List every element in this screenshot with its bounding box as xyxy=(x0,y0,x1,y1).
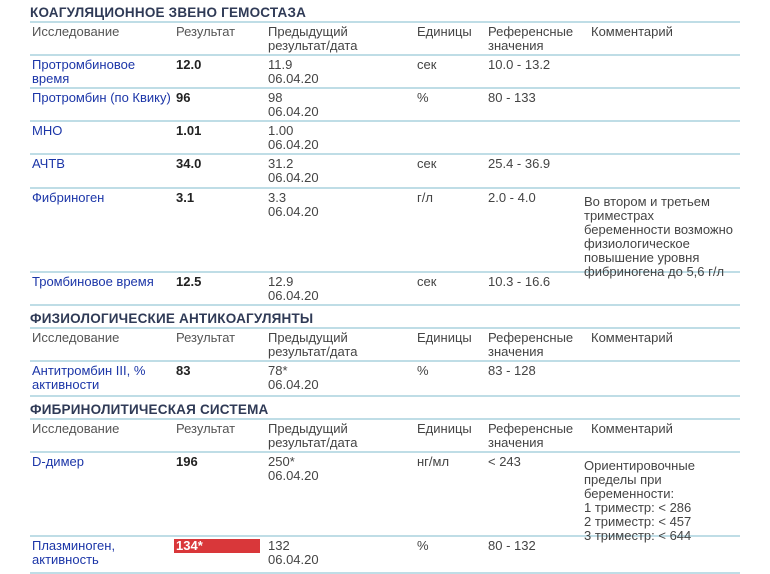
previous-date: 06.04.20 xyxy=(268,170,319,185)
reference-range: 25.4 - 36.9 xyxy=(488,156,551,171)
reference-range: < 243 xyxy=(488,454,521,469)
header-comment: Комментарий xyxy=(591,24,673,39)
result-value: 83 xyxy=(176,363,191,378)
previous-value: 12.9 xyxy=(268,274,294,289)
units: % xyxy=(417,90,429,105)
header-units: Единицы xyxy=(417,421,472,436)
table-row xyxy=(30,273,740,306)
previous-result xyxy=(268,364,408,392)
previous-result xyxy=(268,58,408,86)
test-name: Фибриноген xyxy=(32,190,105,205)
previous-value: 31.2 xyxy=(268,156,294,171)
reference-range: 80 - 133 xyxy=(488,90,536,105)
units: % xyxy=(417,363,429,378)
header-units: Единицы xyxy=(417,24,472,39)
table-header xyxy=(30,23,740,56)
table-row xyxy=(30,89,740,122)
previous-date: 06.04.20 xyxy=(268,104,319,119)
previous-value: 3.3 xyxy=(268,190,287,205)
header-units: Единицы xyxy=(417,330,472,345)
footnote xyxy=(30,534,470,544)
units: сек xyxy=(417,274,437,289)
result-value: 96 xyxy=(176,90,191,105)
table-row xyxy=(30,362,740,397)
previous-result xyxy=(268,191,408,219)
result-value: 34.0 xyxy=(176,156,202,171)
test-name: АЧТВ xyxy=(32,156,65,171)
header-comment: Комментарий xyxy=(591,421,673,436)
previous-date: 06.04.20 xyxy=(268,377,319,392)
result-value: 196 xyxy=(176,454,198,469)
units: нг/мл xyxy=(417,454,450,469)
reference-range: 80 - 132 xyxy=(488,538,536,553)
result-value: 1.01 xyxy=(176,123,202,138)
section-title: КОАГУЛЯЦИОННОЕ ЗВЕНО ГЕМОСТАЗА xyxy=(30,5,307,20)
test-name: Протромбиновое время xyxy=(32,57,136,86)
table-row xyxy=(30,56,740,89)
result-value: 12.0 xyxy=(176,57,202,72)
header-study: Исследование xyxy=(32,24,120,39)
reference-range: 83 - 128 xyxy=(488,363,536,378)
previous-value: 132 xyxy=(268,538,290,553)
previous-value: 1.00 xyxy=(268,123,294,138)
table-row xyxy=(30,189,740,279)
previous-date: 06.04.20 xyxy=(268,137,319,152)
test-name: Плазминоген, активность xyxy=(32,538,116,567)
header-comment: Комментарий xyxy=(591,330,673,345)
table-row xyxy=(30,453,740,543)
header-study: Исследование xyxy=(32,421,120,436)
previous-value: 78* xyxy=(268,363,288,378)
table-row xyxy=(30,155,740,189)
previous-date: 06.04.20 xyxy=(268,468,319,483)
reference-range: 10.0 - 13.2 xyxy=(488,57,551,72)
previous-result xyxy=(268,275,408,303)
header-previous: Предыдущий результат/дата xyxy=(268,421,358,450)
units: г/л xyxy=(417,190,433,205)
previous-result xyxy=(268,91,408,119)
test-name: МНО xyxy=(32,123,63,138)
comment: Ориентировочные пределы при беременности: 1 триместр: < 286 2 триместр: < 457 3 триместр: < 644 xyxy=(584,458,695,543)
header-result: Результат xyxy=(176,421,236,436)
previous-value: 98 xyxy=(268,90,283,105)
units: сек xyxy=(417,57,437,72)
test-name: Тромбиновое время xyxy=(32,274,154,289)
table-header xyxy=(30,420,740,453)
header-reference: Референсные значения xyxy=(488,330,574,359)
section-title: ФИБРИНОЛИТИЧЕСКАЯ СИСТЕМА xyxy=(30,402,269,417)
header-study: Исследование xyxy=(32,330,120,345)
previous-date: 06.04.20 xyxy=(268,552,319,567)
units: % xyxy=(417,538,429,553)
previous-value: 250* xyxy=(268,454,295,469)
previous-date: 06.04.20 xyxy=(268,71,319,86)
header-previous: Предыдущий результат/дата xyxy=(268,330,358,359)
result-value: 3.1 xyxy=(176,190,195,205)
header-reference: Референсные значения xyxy=(488,421,574,450)
result-value: 12.5 xyxy=(176,274,202,289)
test-name: Протромбин (по Квику) xyxy=(32,90,171,105)
previous-date: 06.04.20 xyxy=(268,204,319,219)
header-result: Результат xyxy=(176,330,236,345)
table-row xyxy=(30,122,740,155)
units: сек xyxy=(417,156,437,171)
previous-value: 11.9 xyxy=(268,57,293,72)
header-result: Результат xyxy=(176,24,236,39)
previous-result xyxy=(268,455,408,483)
reference-range: 2.0 - 4.0 xyxy=(488,190,536,205)
previous-result xyxy=(268,157,408,185)
reference-range: 10.3 - 16.6 xyxy=(488,274,551,289)
section-title: ФИЗИОЛОГИЧЕСКИЕ АНТИКОАГУЛЯНТЫ xyxy=(30,311,314,326)
previous-date: 06.04.20 xyxy=(268,288,319,303)
test-name: D-димер xyxy=(32,454,84,469)
lab-report xyxy=(30,0,740,574)
result-flag-badge: 134* xyxy=(174,539,260,553)
header-reference: Референсные значения xyxy=(488,24,574,53)
previous-result xyxy=(268,124,408,152)
table-header xyxy=(30,329,740,362)
comment: Во втором и третьем триместрах беременности возможно физиологическое повышение уровня фибриногена до 5,6 г/л xyxy=(584,194,734,279)
test-name: Антитромбин III, % активности xyxy=(32,363,146,392)
header-previous: Предыдущий результат/дата xyxy=(268,24,358,53)
